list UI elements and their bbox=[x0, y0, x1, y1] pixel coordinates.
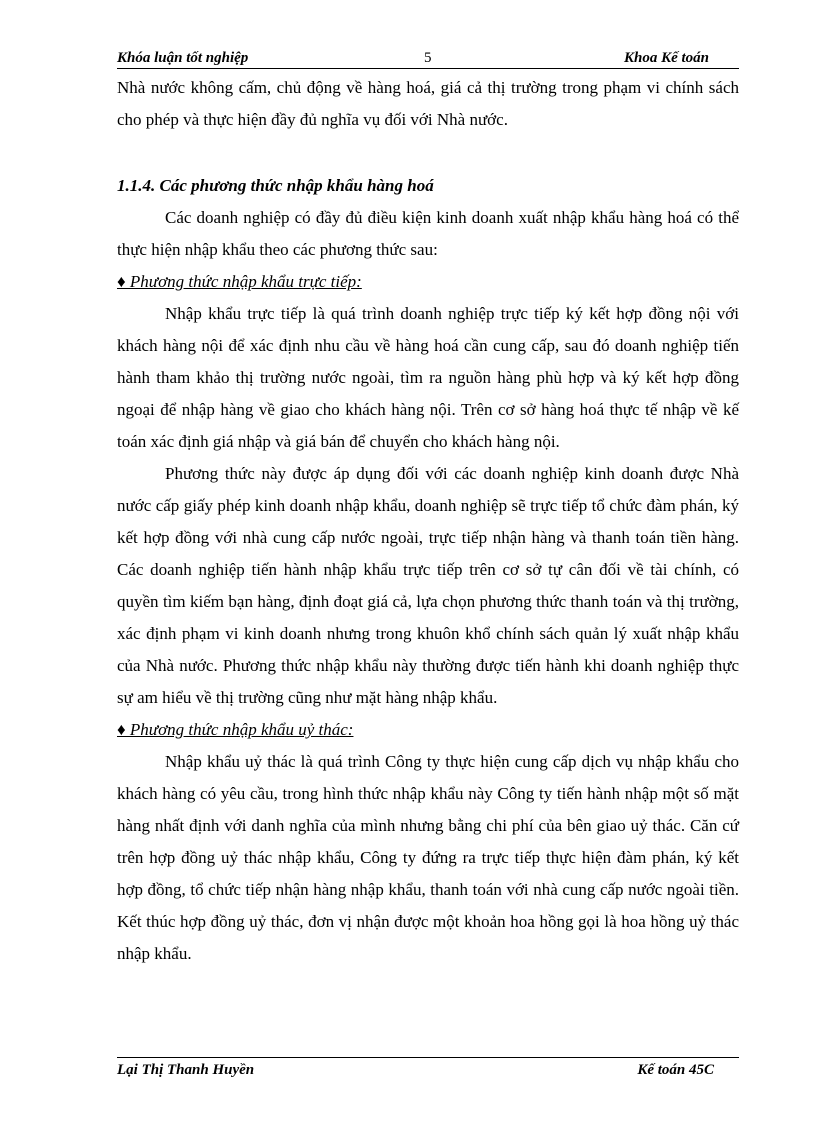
paragraph-direct-import-1: Nhập khẩu trực tiếp là quá trình doanh nghiệp trực tiếp ký kết hợp đồng nội với khách hàng nội để xác định nhu cầu về hàng hoá cần cung cấp, sau đó doanh nghiệp tiến hành tham khảo thị trường nước ngoài, tìm ra nguồn hàng phù hợp và ký kết hợp đồng ngoại để nhập hàng về giao cho khách hàng nội. Trên cơ sở hàng hoá thực tế nhập về kế toán xác định giá nhập và giá bán để chuyển cho khách hàng nội. bbox=[117, 304, 739, 451]
paragraph-entrusted-import: Nhập khẩu uỷ thác là quá trình Công ty thực hiện cung cấp dịch vụ nhập khẩu cho khách hàng có yêu cầu, trong hình thức nhập khẩu này Công ty tiến hành nhập một số mặt hàng nhất định với danh nghĩa của mình nhưng bằng chi phí của bên giao uỷ thác. Căn cứ trên hợp đồng uỷ thác nhập khẩu, Công ty đứng ra trực tiếp thực hiện đàm phán, ký kết hợp đồng, tổ chức tiếp nhận hàng nhập khẩu, thanh toán với nhà cung cấp nước ngoài tiền. Kết thúc hợp đồng uỷ thác, đơn vị nhận được một khoản hoa hồng gọi là hoa hồng uỷ thác nhập khẩu. bbox=[117, 752, 739, 963]
page-header bbox=[117, 50, 739, 69]
paragraph-direct-import-2: Phương thức này được áp dụng đối với các doanh nghiệp kinh doanh được Nhà nước cấp giấy phép kinh doanh nhập khẩu, doanh nghiệp sẽ trực tiếp tổ chức đàm phán, ký kết hợp đồng với nhà cung cấp nước ngoài, trực tiếp nhận hàng và thanh toán tiền hàng. Các doanh nghiệp tiến hành nhập khẩu trực tiếp trên cơ sở tự cân đối về tài chính, có quyền tìm kiếm bạn hàng, định đoạt giá cả, lựa chọn phương thức thanh toán và thị trường, xác định phạm vi kinh doanh nhưng trong khuôn khổ chính sách quản lý xuất nhập khẩu của Nhà nước. Phương thức nhập khẩu này thường được tiến hành khi doanh nghiệp thực sự am hiểu về thị trường cũng như mặt hàng nhập khẩu. bbox=[117, 464, 739, 707]
bullet-entrusted-import-label: ♦ Phương thức nhập khẩu uỷ thác: bbox=[117, 720, 354, 739]
paragraph-methods-intro: Các doanh nghiệp có đầy đủ điều kiện kinh doanh xuất nhập khẩu hàng hoá có thể thực hiện nhập khẩu theo các phương thức sau: bbox=[117, 208, 739, 259]
bullet-direct-import bbox=[117, 266, 739, 298]
header-thesis-title: Khóa luận tốt nghiệp bbox=[117, 50, 249, 66]
header-faculty: Khoa Kế toán bbox=[623, 50, 709, 66]
document-body bbox=[117, 72, 739, 970]
footer-class: Kế toán 45C bbox=[637, 1062, 714, 1078]
bullet-entrusted-import bbox=[117, 714, 739, 746]
paragraph-intro: Nhà nước không cấm, chủ động về hàng hoá, giá cả thị trường trong phạm vi chính sách cho phép và thực hiện đầy đủ nghĩa vụ đối với Nhà nước. bbox=[117, 78, 739, 129]
page-footer bbox=[117, 1057, 739, 1078]
section-heading: 1.1.4. Các phương thức nhập khẩu hàng hoá bbox=[117, 176, 434, 195]
footer-author: Lại Thị Thanh Huyền bbox=[117, 1062, 255, 1078]
page-number: 5 bbox=[424, 50, 432, 66]
bullet-direct-import-label: ♦ Phương thức nhập khẩu trực tiếp: bbox=[117, 272, 362, 291]
